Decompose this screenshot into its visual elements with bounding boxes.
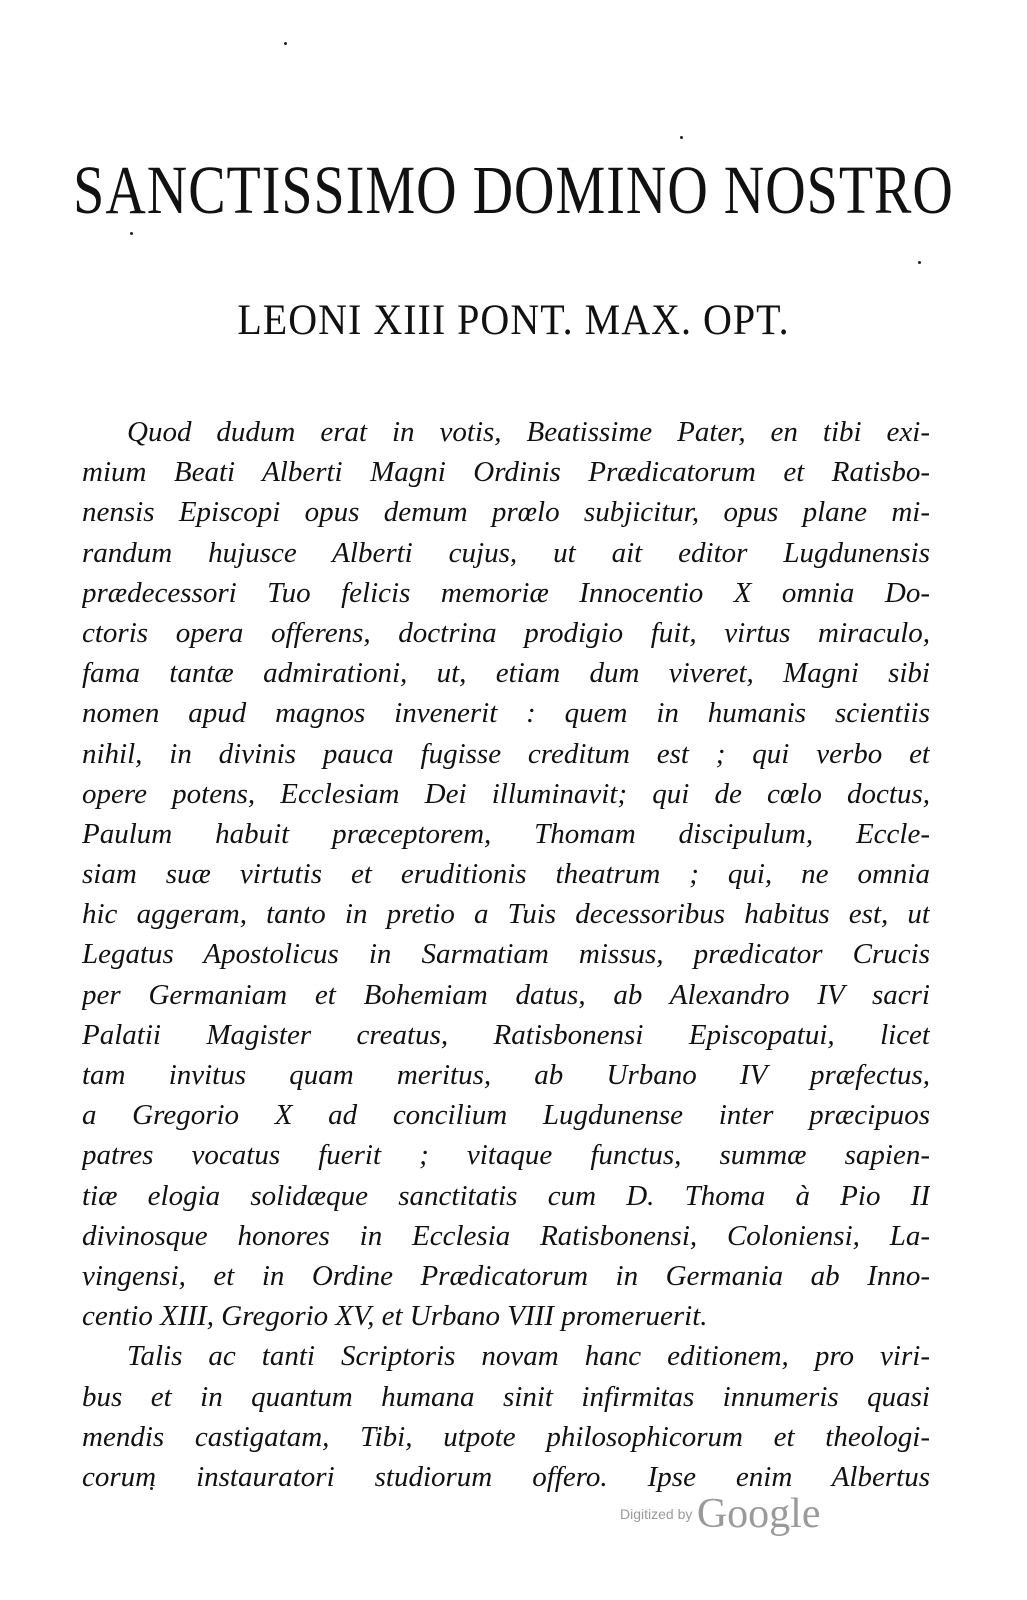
text-line: Quod dudum erat in votis, Beatissime Pater, en tibi exi- bbox=[127, 416, 930, 448]
text-line: Talis ac tanti Scriptoris novam hanc editionem, pro viri- bbox=[127, 1340, 930, 1373]
print-speck bbox=[918, 261, 921, 264]
text-line: fama tantæ admirationi, ut, etiam dum viveret, Magni sibi bbox=[82, 657, 930, 690]
text-line: ctoris opera offerens, doctrina prodigio fuit, virtus miraculo, bbox=[82, 616, 930, 649]
text-line: Palatii Magister creatus, Ratisbonensi Episcopatui, licet bbox=[82, 1018, 930, 1051]
text-line: hic aggeram, tanto in pretio a Tuis decessoribus habitus est, ut bbox=[82, 898, 930, 931]
text-line: a Gregorio X ad concilium Lugdunense inter præcipuos bbox=[82, 1099, 930, 1132]
text-line: randum hujusce Alberti cujus, ut ait editor Lugdunensis bbox=[82, 536, 930, 569]
text-line: tiæ elogia solidæque sanctitatis cum D. Thoma à Pio II bbox=[82, 1179, 930, 1212]
page-subtitle: LEONI XIII PONT. MAX. OPT. bbox=[237, 295, 790, 344]
text-line: corum instauratori studiorum offero. Ipse enim Albertus bbox=[82, 1460, 930, 1493]
text-line: centio XIII, Gregorio XV, et Urbano VIII promeruerit. bbox=[82, 1300, 708, 1333]
text-line: Paulum habuit præceptorem, Thomam discipulum, Eccle- bbox=[82, 817, 930, 850]
text-line: nomen apud magnos invenerit : quem in humanis scientiis bbox=[82, 697, 930, 730]
text-line: mendis castigatam, Tibi, utpote philosophicorum et theologi- bbox=[82, 1420, 930, 1453]
print-speck bbox=[130, 232, 133, 235]
text-line: tam invitus quam meritus, ab Urbano IV præfectus, bbox=[82, 1059, 930, 1091]
text-line: divinosque honores in Ecclesia Ratisbonensi, Coloniensi, La- bbox=[82, 1219, 930, 1252]
text-line: bus et in quantum humana sinit infirmitas innumeris quasi bbox=[82, 1380, 930, 1413]
digitized-by-label: Digitized by bbox=[620, 1506, 693, 1522]
text-line: nensis Episcopi opus demum prœlo subjicitur, opus plane mi- bbox=[82, 496, 930, 529]
digitized-by-watermark bbox=[620, 1490, 820, 1538]
text-line: Legatus Apostolicus in Sarmatiam missus, prædicator Crucis bbox=[82, 938, 930, 971]
text-line: patres vocatus fuerit ; vitaque functus, summæ sapien- bbox=[82, 1139, 930, 1172]
google-logo: Google bbox=[696, 1491, 821, 1537]
print-speck bbox=[284, 42, 287, 45]
page-title: SANCTISSIMO DOMINO NOSTRO bbox=[73, 153, 954, 229]
print-speck bbox=[680, 136, 683, 139]
text-line: vingensi, et in Ordine Prædicatorum in Germania ab Inno- bbox=[82, 1259, 930, 1292]
text-line: prædecessori Tuo felicis memoriæ Innocentio X omnia Do- bbox=[82, 576, 930, 609]
text-line: opere potens, Ecclesiam Dei illuminavit; qui de cœlo doctus, bbox=[82, 777, 930, 810]
dedication-text bbox=[82, 412, 930, 1497]
text-line: mium Beati Alberti Magni Ordinis Prædicatorum et Ratisbo- bbox=[82, 456, 930, 489]
text-line: nihil, in divinis pauca fugisse creditum est ; qui verbo et bbox=[82, 737, 930, 770]
text-line: siam suæ virtutis et eruditionis theatrum ; qui, ne omnia bbox=[82, 858, 930, 891]
text-line: per Germaniam et Bohemiam datus, ab Alexandro IV sacri bbox=[82, 978, 930, 1011]
